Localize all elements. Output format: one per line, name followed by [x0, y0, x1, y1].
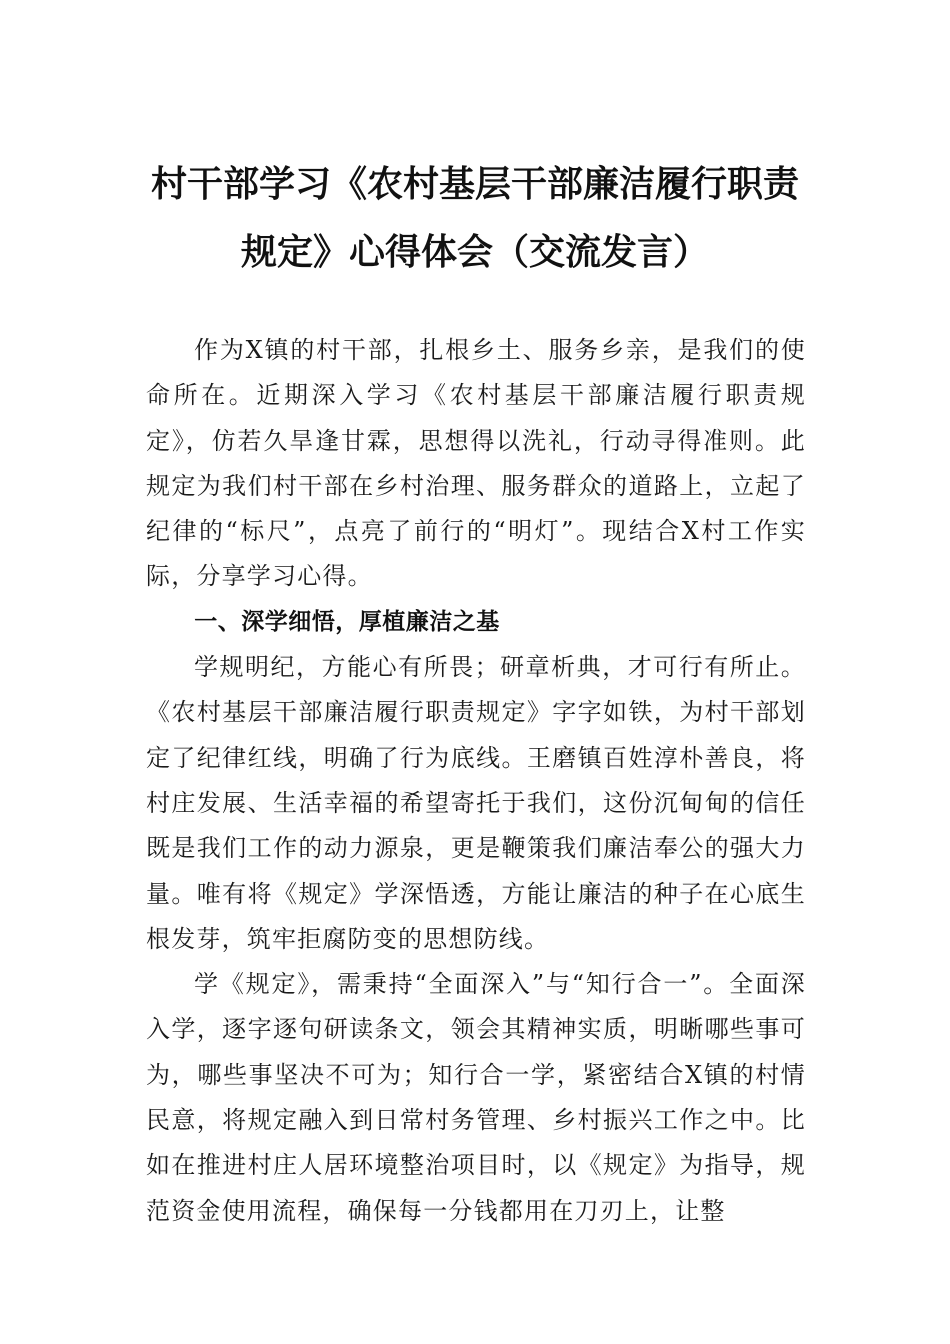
- document-title-line-2: 规定》心得体会（交流发言）: [240, 231, 709, 273]
- paragraph-intro: 作为X镇的村干部，扎根乡土、服务乡亲，是我们的使命所在。近期深入学习《农村基层干部廉洁履行职责规定》，仿若久旱逢甘霖，思想得以洗礼，行动寻得准则。此规定为我们村干部在乡村治理、服务群众的道路上，立起了纪律的“标尺”，点亮了前行的“明灯”。现结合X村工作实际，分享学习心得。: [146, 336, 806, 591]
- document-title-line-1: 村干部学习《农村基层干部廉洁履行职责: [150, 163, 799, 205]
- paragraph-study-rules: 学规明纪，方能心有所畏；研章析典，才可行有所止。《农村基层干部廉洁履行职责规定》字字如铁，为村干部划定了纪律红线，明确了行为底线。王磨镇百姓淳朴善良，将村庄发展、生活幸福的希望寄托于我们，这份沉甸甸的信任既是我们工作的动力源泉，更是鞭策我们廉洁奉公的强大力量。唯有将《规定》学深悟透，方能让廉洁的种子在心底生根发芽，筑牢拒腐防变的思想防线。: [146, 653, 806, 953]
- section-heading-1: 一、深学细悟，厚植廉洁之基: [194, 608, 500, 635]
- document-body: [146, 328, 806, 1234]
- paragraph-learning-approach: 学《规定》，需秉持“全面深入”与“知行合一”。全面深入学，逐字逐句研读条文，领会其精神实质，明晰哪些事可为，哪些事坚决不可为；知行合一学，紧密结合X镇的村情民意，将规定融入到日常村务管理、乡村振兴工作之中。比如在推进村庄人居环境整治项目时，以《规定》为指导，规范资金使用流程，确保每一分钱都用在刀刃上，让整: [146, 970, 806, 1225]
